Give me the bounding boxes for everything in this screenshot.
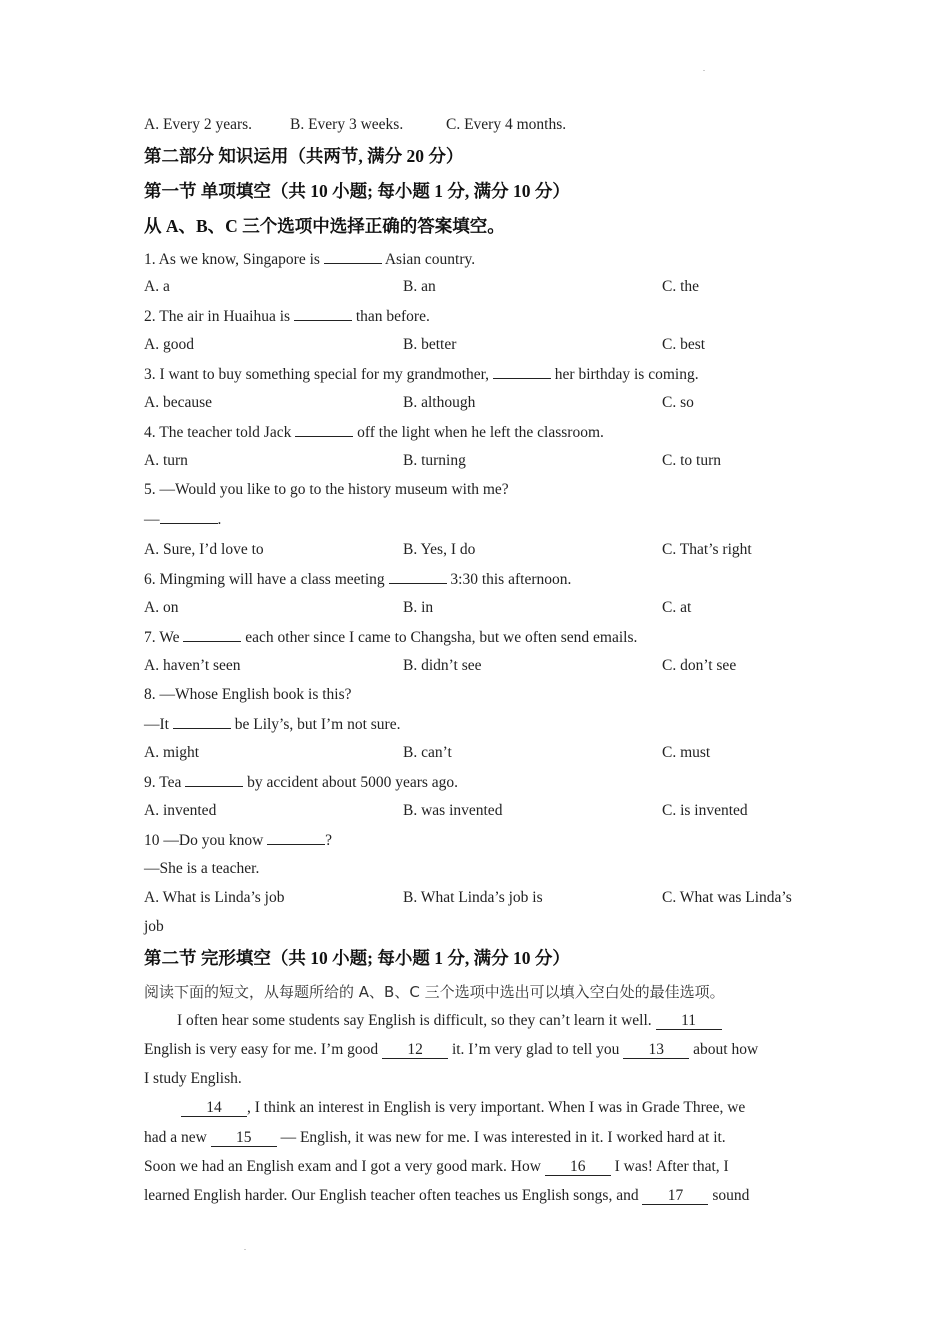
answer-blank xyxy=(183,627,241,642)
q5-option-b: B. Yes, I do xyxy=(403,541,476,558)
cloze-blank-12: 12 xyxy=(382,1042,448,1059)
q10-option-c: C. What was Linda’s xyxy=(662,889,792,906)
answer-blank xyxy=(295,422,353,437)
q9-option-a: A. invented xyxy=(144,802,217,819)
prev-option-c: C. Every 4 months. xyxy=(446,116,567,133)
q2-option-c: C. best xyxy=(662,336,706,353)
cloze-blank-15: 15 xyxy=(211,1130,277,1147)
answer-blank xyxy=(389,569,447,584)
q10-option-b: B. What Linda’s job is xyxy=(403,889,543,906)
cloze-blank-11: 11 xyxy=(656,1013,722,1030)
q9-option-b: B. was invented xyxy=(403,802,503,819)
part2-title: 第二部分 知识运用（共两节, 满分 20 分） xyxy=(144,146,464,166)
scan-speck xyxy=(244,1249,246,1250)
q7-option-c: C. don’t see xyxy=(662,657,737,674)
q7-option-a: A. haven’t seen xyxy=(144,657,241,674)
question-1: 1. As we know, Singapore is Asian country. xyxy=(144,251,476,268)
answer-blank xyxy=(173,714,231,729)
question-10-reply: —She is a teacher. xyxy=(144,860,260,877)
answer-blank xyxy=(294,306,352,321)
cloze-blank-16: 16 xyxy=(545,1159,611,1176)
question-7: 7. We each other since I came to Changsha, but we often send emails. xyxy=(144,629,638,646)
cloze-blank-14: 14 xyxy=(181,1100,247,1117)
question-8-reply: —It be Lily’s, but I’m not sure. xyxy=(144,716,401,733)
q8-option-a: A. might xyxy=(144,744,200,761)
q5-option-c: C. That’s right xyxy=(662,541,752,558)
q4-option-c: C. to turn xyxy=(662,452,721,469)
cloze-blank-13: 13 xyxy=(623,1042,689,1059)
question-6: 6. Mingming will have a class meeting 3:30 this afternoon. xyxy=(144,571,572,588)
question-10: 10 —Do you know ? xyxy=(144,832,333,849)
q2-option-a: A. good xyxy=(144,336,194,353)
q6-option-a: A. on xyxy=(144,599,179,616)
q9-option-c: C. is invented xyxy=(662,802,748,819)
q7-option-b: B. didn’t see xyxy=(403,657,482,674)
passage-line-6: Soon we had an English exam and I got a very good mark. How 16 I was! After that, I xyxy=(144,1158,729,1175)
answer-blank xyxy=(185,772,243,787)
q8-option-c: C. must xyxy=(662,744,711,761)
question-8: 8. —Whose English book is this? xyxy=(144,686,352,703)
answer-blank xyxy=(324,249,382,264)
section2-instruction: 阅读下面的短文，从每题所给的 A、B、C 三个选项中选出可以填入空白处的最佳选项。 xyxy=(144,983,725,1001)
answer-blank xyxy=(493,364,551,379)
q4-option-b: B. turning xyxy=(403,452,466,469)
q3-option-a: A. because xyxy=(144,394,212,411)
passage-line-3: I study English. xyxy=(144,1070,242,1087)
q10-option-c-continued: job xyxy=(144,918,164,935)
q1-option-c: C. the xyxy=(662,278,700,295)
passage-line-2: English is very easy for me. I’m good 12 it. I’m very glad to tell you 13 about how xyxy=(144,1041,759,1058)
q4-option-a: A. turn xyxy=(144,452,188,469)
answer-blank xyxy=(267,830,325,845)
question-3: 3. I want to buy something special for my grandmother, her birthday is coming. xyxy=(144,366,699,383)
q3-option-c: C. so xyxy=(662,394,694,411)
section2-title: 第二节 完形填空（共 10 小题; 每小题 1 分, 满分 10 分） xyxy=(144,948,570,968)
prev-option-b: B. Every 3 weeks. xyxy=(290,116,404,133)
q3-option-b: B. although xyxy=(403,394,476,411)
section1-title: 第一节 单项填空（共 10 小题; 每小题 1 分, 满分 10 分） xyxy=(144,181,570,201)
q2-option-b: B. better xyxy=(403,336,457,353)
cloze-blank-17: 17 xyxy=(642,1188,708,1205)
scan-speck xyxy=(703,70,705,71)
q5-option-a: A. Sure, I’d love to xyxy=(144,541,264,558)
answer-blank xyxy=(160,509,218,524)
passage-line-4: 14 , I think an interest in English is very important. When I was in Grade Three, we xyxy=(181,1098,745,1118)
q1-option-a: A. a xyxy=(144,278,170,295)
passage-line-5: had a new 15 — English, it was new for me. I was interested in it. I worked hard at it. xyxy=(144,1129,726,1146)
question-4: 4. The teacher told Jack off the light when he left the classroom. xyxy=(144,424,604,441)
section1-instruction: 从 A、B、C 三个选项中选择正确的答案填空。 xyxy=(144,216,505,236)
q8-option-b: B. can’t xyxy=(403,744,452,761)
passage-line-7: learned English harder. Our English teacher often teaches us English songs, and 17 sound xyxy=(144,1187,750,1204)
passage-line-1: I often hear some students say English is difficult, so they can’t learn it well. 11 xyxy=(177,1011,722,1031)
question-5: 5. —Would you like to go to the history museum with me? xyxy=(144,481,509,498)
q10-option-a: A. What is Linda’s job xyxy=(144,889,285,906)
question-9: 9. Tea by accident about 5000 years ago. xyxy=(144,774,459,791)
question-5-reply: — . xyxy=(144,511,222,528)
prev-option-a: A. Every 2 years. xyxy=(144,116,253,133)
question-2: 2. The air in Huaihua is than before. xyxy=(144,308,430,325)
q6-option-b: B. in xyxy=(403,599,434,616)
q6-option-c: C. at xyxy=(662,599,692,616)
q1-option-b: B. an xyxy=(403,278,436,295)
